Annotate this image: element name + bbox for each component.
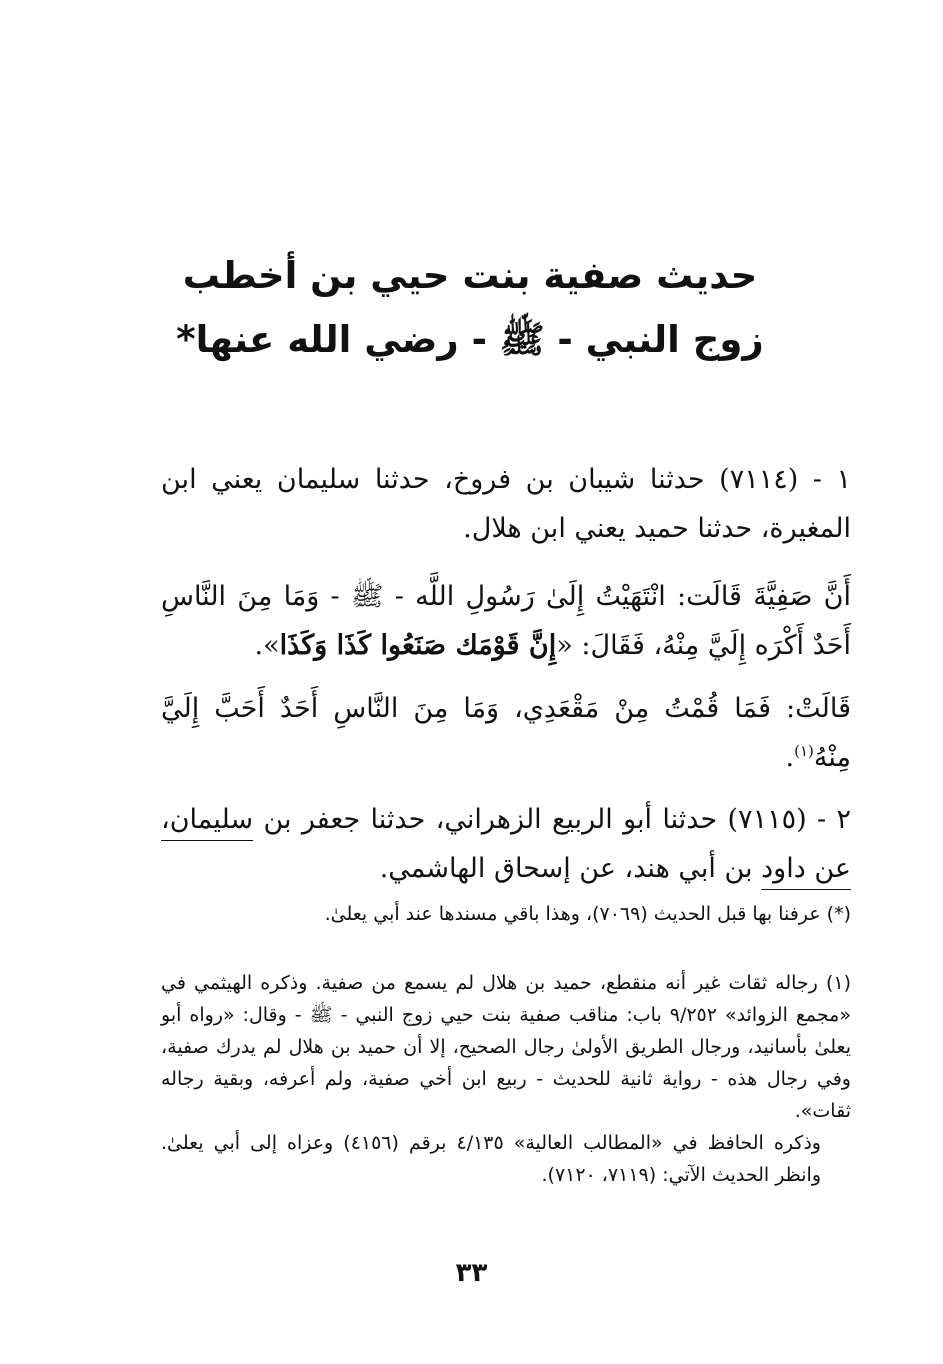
hadith-1-matn-b-text [161, 684, 851, 782]
hadith-2-isnad-end: بن أبي هند، عن إسحاق الهاشمي. [379, 853, 762, 884]
page-number: ٣٣ [455, 1258, 488, 1288]
hadith-1-isnad-text: ١ - (٧١١٤) حدثنا شيبان بن فروخ، حدثنا سليمان يعني ابن المغيرة، حدثنا حميد يعني ابن هلال. [161, 464, 851, 544]
hadith-2-isnad [161, 795, 851, 893]
chapter-title [150, 244, 790, 372]
footnote-star [161, 898, 851, 930]
chapter-title-line-2: زوج النبي - ﷺ - رضي الله عنها* [176, 318, 764, 361]
footnote-1-text-a: (١) رجاله ثقات غير أنه منقطع، حميد بن هلال لم يسمع من صفية. وذكره الهيثمي في «مجمع الزوائد» ٩/٢٥٢ باب: مناقب صفية بنت حيي زوج النبي - ﷺ - وقال: «رواه أبو يعلىٰ بأسانيد، ورجال الطريق الأولىٰ رجال الصحيح، إلا أن حميد بن هلال لم يدرك صفية، وفي رجال هذه - رواية ثانية للحديث - ربيع ابن أخي صفية، ولم أعرفه، وبقية رجاله ثقات». [161, 972, 851, 1122]
hadith-2-isnad-text [161, 795, 851, 893]
hadith-1-matn-a-text [161, 572, 851, 670]
hadith-1-isnad [161, 455, 851, 553]
hadith-1-matn-a-end: ». [254, 630, 280, 661]
footnote-1 [161, 967, 851, 1191]
hadith-2-isnad-underlined: سليمان، عن داود [161, 804, 851, 884]
hadith-1-prophet-quote: إِنَّ قَوْمَك صَنَعُوا كَذَا وَكَذَا [279, 630, 557, 661]
hadith-1-matn-b [161, 684, 851, 782]
footnote-star-text: (*) عرفنا بها قبل الحديث (٧٠٦٩)، وهذا باقي مسندها عند أبي يعلىٰ. [324, 903, 851, 925]
hadith-1-matn-a [161, 572, 851, 670]
hadith-2-isnad-start: ٢ - (٧١١٥) حدثنا أبو الربيع الزهراني، حدثنا جعفر بن [253, 804, 851, 835]
chapter-title-line-1: حديث صفية بنت حيي بن أخطب [182, 254, 758, 297]
footnote-ref-1: (١) [794, 742, 814, 760]
hadith-1-matn-b-lead: قَالَتْ: فَمَا قُمْتُ مِنْ مَقْعَدِي، وَمَا مِنَ النَّاسِ أَحَدٌ أَحَبَّ إِلَيَّ مِنْهُ [161, 693, 851, 773]
footnote-1-text-b: وذكره الحافظ في «المطالب العالية» ٤/١٣٥ برقم (٤١٥٦) وعزاه إلى أبي يعلىٰ. وانظر الحديث الآتي: (٧١١٩، ٧١٢٠). [161, 1132, 821, 1186]
hadith-1-matn-a-lead: أَنَّ صَفِيَّةَ قَالَت: انْتَهَيْتُ إِلَىٰ رَسُولِ اللَّه - ﷺ - وَمَا مِنَ النَّاسِ أَحَدٌ أَكْرَه إِلَيَّ مِنْهُ، فَقَالَ: « [161, 581, 851, 661]
hadith-1-matn-b-end: . [785, 742, 795, 773]
